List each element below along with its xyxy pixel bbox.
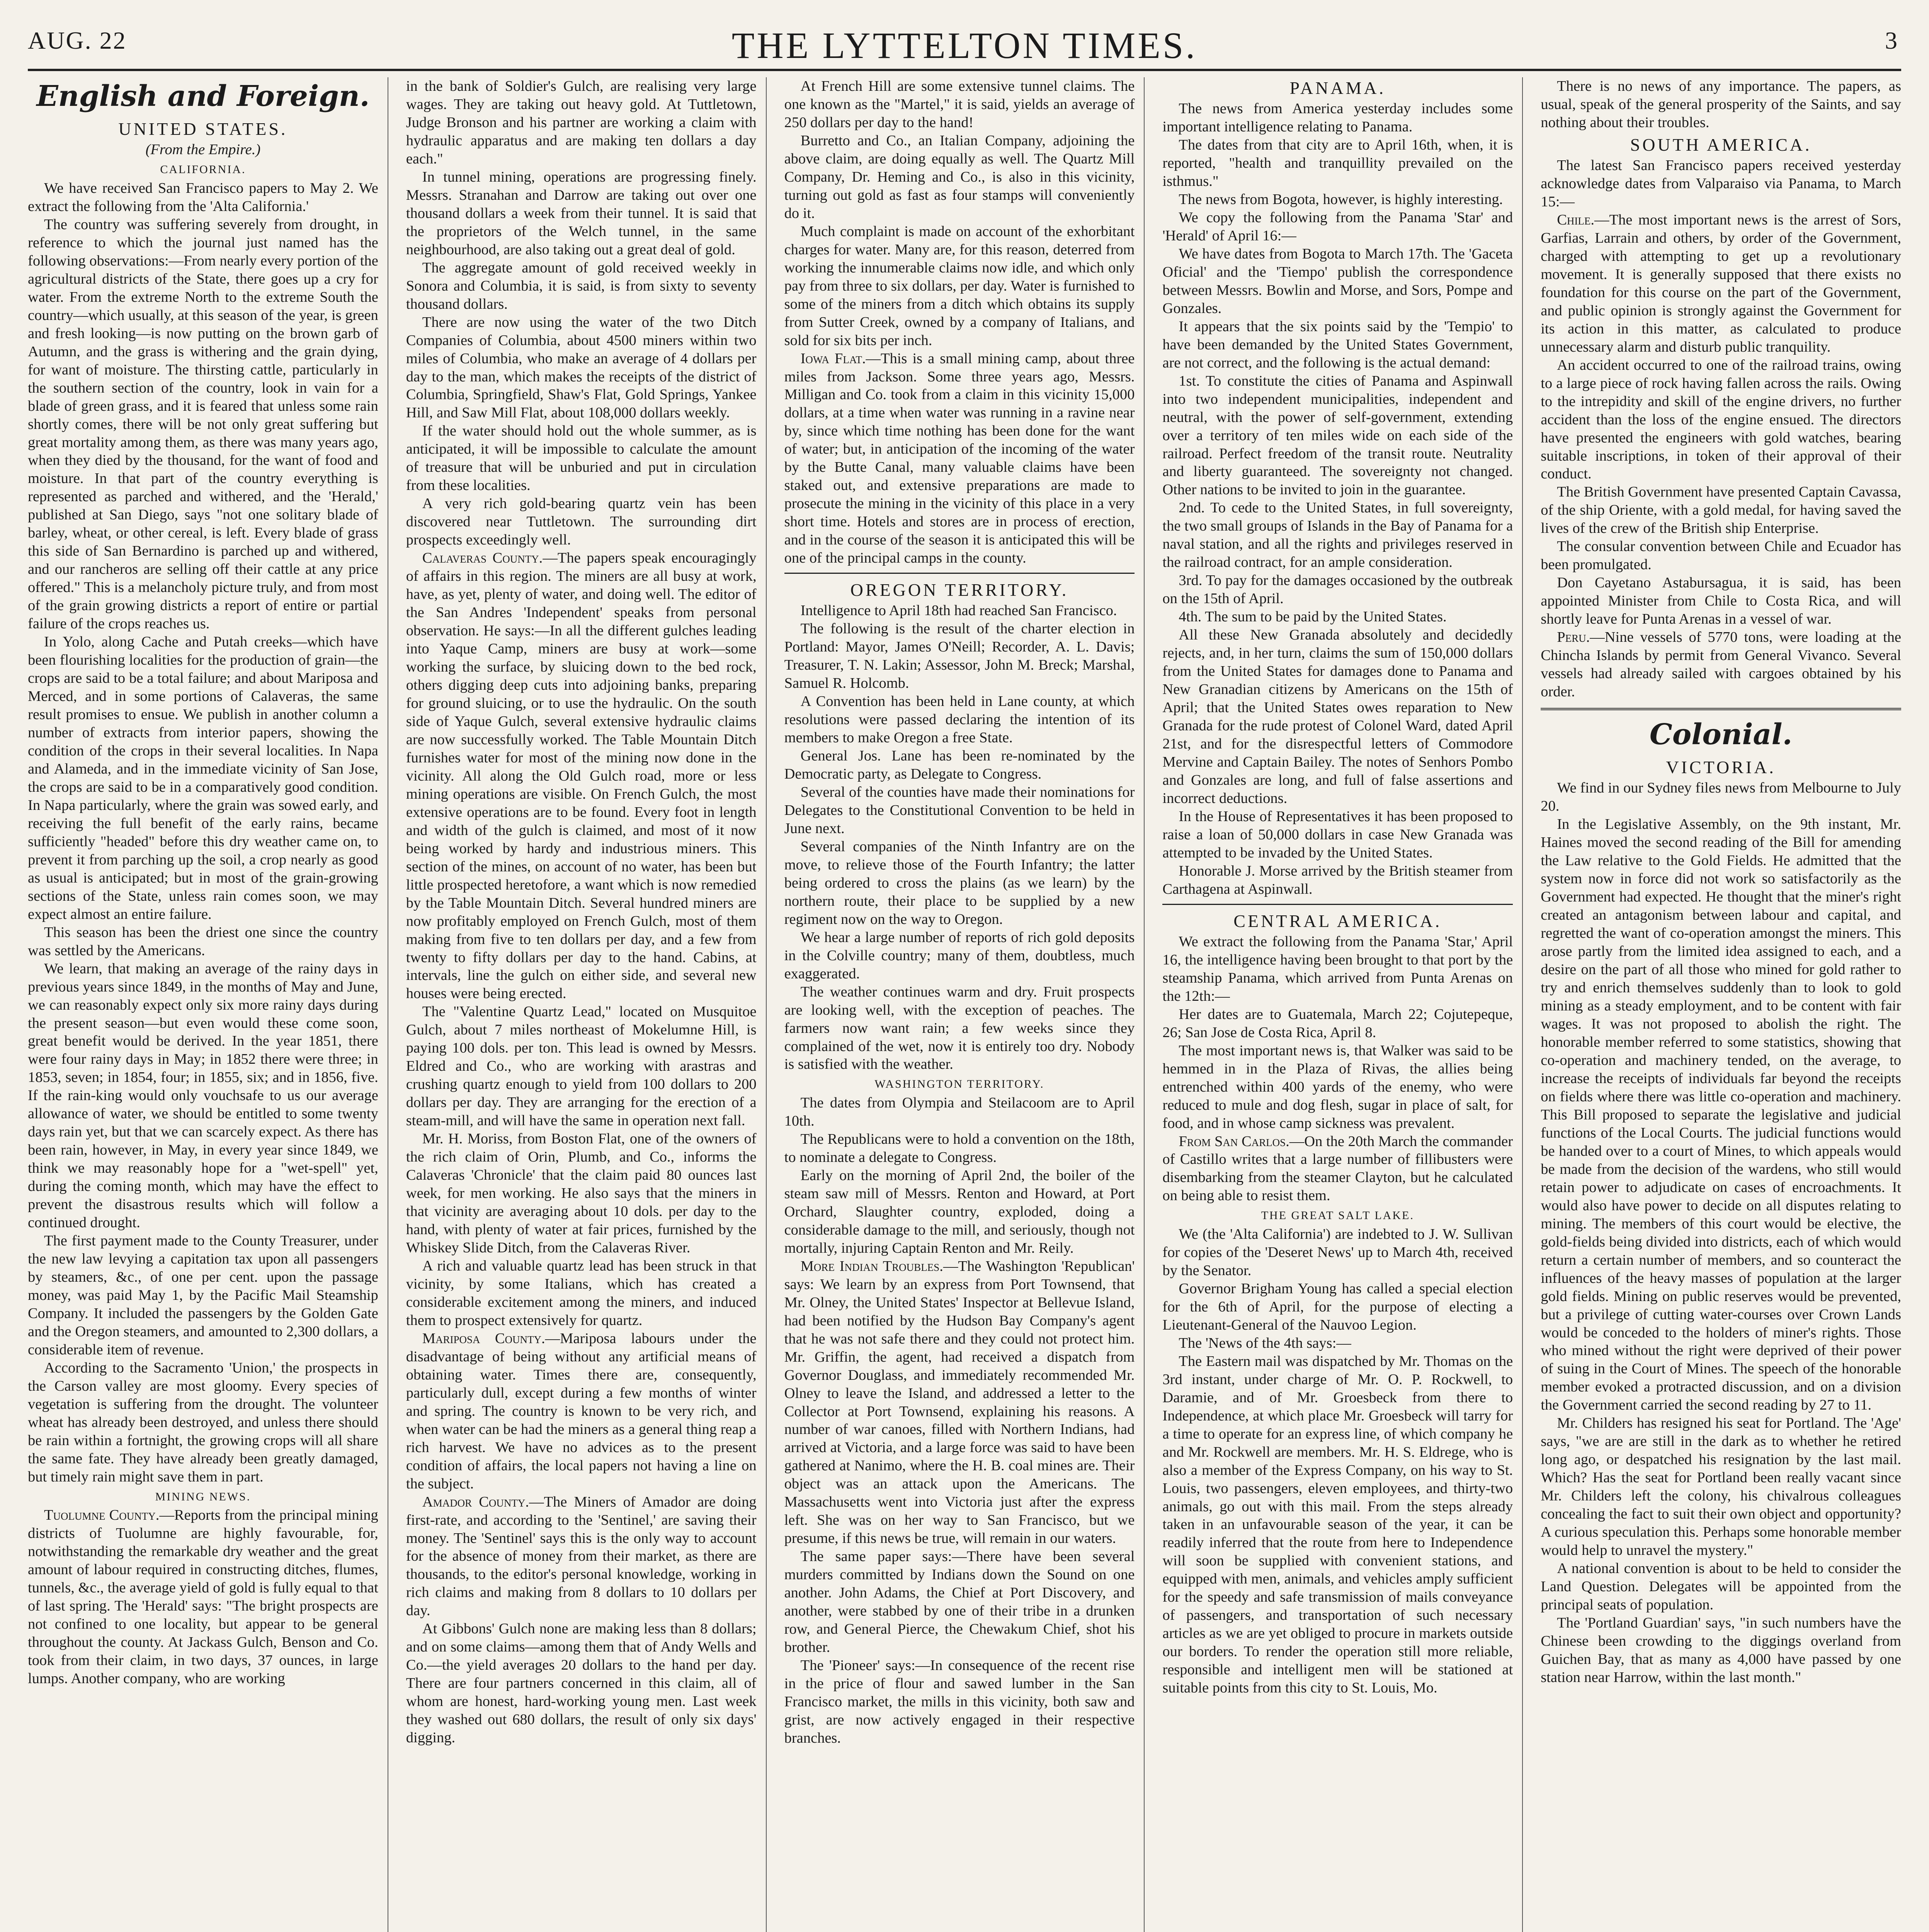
paragraph-text: Early on the morning of April 2nd, the boiler of the steam saw mill of Messrs. Renton and Howard, at Port Orchard, Slaughter country, exploded, doing a considerable damage to the mill, and seriously, though not mortally, injuring Captain Renton and Mr. Reily. <box>784 1167 1135 1256</box>
article-paragraph <box>784 1548 1135 1656</box>
article-paragraph <box>406 168 757 259</box>
department-divider <box>1541 708 1901 710</box>
paragraph-text: —Mariposa labours under the disadvantage of being without any artificial means of obtaining water. Times there are, consequently, particularly dull, except during a few months of winter and spring. The country is known to be very rich, and when water can be had the miners as a general thing reap a rich harvest. We have no advices as to the present condition of affairs, the local papers not having a line on the subject. <box>406 1330 757 1492</box>
paragraph-text: Don Cayetano Astabursagua, it is said, has been appointed Minister from Chile to Costa Rica, and will shortly leave for Punta Arenas in a vessel of war. <box>1541 575 1901 628</box>
paragraph-lead: Chile. <box>1557 211 1594 228</box>
article-paragraph <box>28 1232 378 1359</box>
paragraph-text: The "Valentine Quartz Lead," located on Musquitoe Gulch, about 7 miles northeast of Mokelumne Hill, is paying 100 dols. per ton. This lead is owned by Messrs. Eldred and Co., who are working with arastras and crushing quartz enough to yield from 100 dollars to 200 dollars per day. They are arranging for the erection of a steam-mill, and will have the same in operation next fall. <box>406 1003 757 1129</box>
paragraph-text: The following is the result of the charter election in Portland: Mayor, James O'Neill; Recorder, A. L. Davis; Treasurer, T. N. Lakin; Assessor, John M. Breck; Marshal, Samuel R. Holcomb. <box>784 621 1135 692</box>
article-paragraph <box>406 495 757 549</box>
article-paragraph <box>1162 1280 1513 1334</box>
paragraph-text: The Republicans were to hold a convention on the 18th, to nominate a delegate to Congress. <box>784 1131 1135 1165</box>
paragraph-lead: Tuolumne County. <box>44 1507 160 1524</box>
section-heading: UNITED STATES. <box>118 119 288 139</box>
article-paragraph <box>1162 318 1513 372</box>
paragraph-text: We have dates from Bogota to March 17th. The 'Gaceta Oficial' and the 'Tiempo' publish the correspondence between Messrs. Bowlin and Morse, and Sors, Pompe and Gonzales. <box>1162 245 1513 316</box>
paragraph-text: The dates from Olympia and Steilacoom are to April 10th. <box>784 1095 1135 1129</box>
article-paragraph <box>406 313 757 422</box>
paragraph-text: —On the 20th March the commander of Castillo writes that a large number of fillibusters were disembarking from the steamer Clayton, but he calculated on being able to resist them. <box>1162 1133 1513 1204</box>
paragraph-text: A national convention is about to be held to consider the Land Question. Delegates will be appointed from the principal seats of population. <box>1541 1560 1901 1613</box>
article-paragraph <box>1162 1334 1513 1352</box>
article-paragraph <box>784 692 1135 747</box>
columns <box>28 77 1901 1932</box>
paragraph-lead: Iowa Flat. <box>800 350 866 367</box>
article-paragraph <box>1541 779 1901 815</box>
paragraph-text: 4th. The sum to be paid by the United States. <box>1179 609 1447 625</box>
article-paragraph <box>784 77 1135 132</box>
paragraph-text: The latest San Francisco papers received yesterday acknowledge dates from Valparaiso via Panama, to March 15:— <box>1541 157 1901 210</box>
column-5 <box>1541 77 1901 1932</box>
article-paragraph <box>784 747 1135 783</box>
paragraph-text: A rich and valuable quartz lead has been struck in that vicinity, by some Italians, which has created a considerable excitement among the miners, and induced them to prospect extensively for quartz. <box>406 1257 757 1328</box>
paragraph-text: In tunnel mining, operations are progressing finely. Messrs. Stranahan and Darrow are taking out over one thousand dollars a week from their tunnel. It is said that the proprietors of the Welch tunnel, in the same neighbourhood, are also taking out a great deal of gold. <box>406 168 757 258</box>
article-paragraph <box>28 1506 378 1688</box>
paragraph-text: If the water should hold out the whole summer, as is anticipated, it will be impossible to calculate the amount of treasure that will be unburied and put in circulation from these localities. <box>406 423 757 494</box>
article-paragraph <box>1541 628 1901 701</box>
paragraph-text: Burretto and Co., an Italian Company, adjoining the above claim, are doing equally as well. The Quartz Mill Company, Dr. Heming and Co., is also in this vicinity, turning out gold as fast as four stamps will conveniently do it. <box>784 132 1135 221</box>
article-paragraph <box>1541 77 1901 132</box>
article-paragraph <box>406 1620 757 1747</box>
source-credit-name: Empire <box>208 141 252 158</box>
article-paragraph <box>1162 1133 1513 1205</box>
column-3 <box>784 77 1145 1932</box>
article-paragraph <box>784 929 1135 983</box>
article-paragraph <box>1541 815 1901 1414</box>
paragraph-text: We find in our Sydney files news from Melbourne to July 20. <box>1541 780 1901 815</box>
paragraph-text: The dates from that city are to April 16th, when, it is reported, "health and tranquillity prevailed on the isthmus." <box>1162 137 1513 189</box>
paragraph-text: All these New Granada absolutely and decidedly rejects, and, in her turn, claims the sum of 150,000 dollars from the United States for damages done to Panama and New Granadian citizens by Americans on the 15th of April; that the United States owes reparation to New Granada for the rude protest of Colonel Ward, dated April 21st, and for the disrespectful letters of Commodore Mervine and Captain Bailey. The notes of Senhors Pombo and Gonzales are long, and full of false assertions and incorrect deductions. <box>1162 627 1513 806</box>
paragraph-text: Several of the counties have made their nominations for Delegates to the Constitutional Convention to be held in June next. <box>784 784 1135 837</box>
issue-date: AUG. 22 <box>28 27 127 54</box>
paragraph-text: The consular convention between Chile and Ecuador has been promulgated. <box>1541 538 1901 573</box>
paragraph-text: The Eastern mail was dispatched by Mr. Thomas on the 3rd instant, under charge of Mr. O. P. Rockwell, to Daramie, and of Mr. Groesbeck from there to Independence, at which place Mr. Groesbeck will tarry for a time to operate for an express line, of which company he and Mr. Rockwell are members. Mr. H. S. Eldrege, who is also a member of the Express Company, on his way to St. Louis, two passengers, eleven employees, and thirty-two animals, go out with this mail. From the steps already taken in an unfavourable season of the year, it can be readily inferred that the route from here to Independence will soon be supplied with convenient stations, and equipped with men, animals, and vehicles amply sufficient for the speedy and safe transmission of mails conveyance of passengers, and transportation of such necessary articles as we are yet obliged to procure in markets outside our borders. To render the operation still more reliable, responsible and intelligent men will be stationed at suitable points from this city to St. Louis, Mo. <box>1162 1353 1513 1696</box>
article-paragraph <box>28 216 378 633</box>
article-paragraph <box>1162 1042 1513 1133</box>
source-credit <box>28 141 378 159</box>
article-paragraph <box>1162 1005 1513 1042</box>
paragraph-text: The most important news is, that Walker was said to be hemmed in in the Plaza of Rivas, the allies being entrenched within 400 yards of the enemy, who were reduced to mule and dog flesh, sugar in place of salt, for food, and in whose camp sickness was prevalent. <box>1162 1042 1513 1131</box>
paragraph-text: The weather continues warm and dry. Fruit prospects are looking well, with the exception of peaches. The farmers now want rain; a few weeks since they complained of the wet, now it is entirely too dry. Nobody is satisfied with the weather. <box>784 983 1135 1073</box>
paragraph-text: In Yolo, along Cache and Putah creeks—which have been flourishing localities for the production of grain—the crops are said to be a total failure; and about Mariposa and Merced, and in some portions of Calaveras, the same result promises to ensue. We publish in another column a number of extracts from interior papers, showing the condition of the crops in their several localities. In Napa and Alameda, and in the immediate vicinity of San Jose, the crops are said to be in a comparatively good condition. In Napa particularly, where the grain was sowed early, and receiving the full benefit of the early rains, became sufficiently "headed" before this dry weather came on, to prevent it from parching up the soil, a crop nearly as good as usual is anticipated; but in most of the grain-growing sections of the State, unless rain comes soon, we may expect almost an entire failure. <box>28 634 378 922</box>
article-paragraph <box>28 923 378 960</box>
paragraph-text: We (the 'Alta California') are indebted to J. W. Sullivan for copies of the 'Deseret News' up to March 4th, received by the Senator. <box>1162 1226 1513 1279</box>
paragraph-text: Mr. Childers has resigned his seat for Portland. The 'Age' says, "we are are still in the dark as to whether he retired long ago, or despatched his resignation by the last mail. Which? Has the seat for Portland been really vacant since Mr. Childers left the colony, his chivalrous colleagues concealing the fact to suit their own object and opportunity? A curious speculation this. Perhaps some honorable member would help to unravel the mystery." <box>1541 1415 1901 1559</box>
paragraph-text: The country was suffering severely from drought, in reference to which the journal just named has the following observations:—From nearly every portion of the agricultural districts of the State, there goes up a cry for water. From the extreme North to the extreme South the country—which usually, at this season of the year, is green and fresh looking—is now putting on the brown garb of Autumn, and the grass is withering and the grain dying, for want of moisture. The thirsting cattle, particularly in the southern section of the country, look in vain for a blade of green grass, and it is feared that unless some rain shortly comes, there will be not only great suffering but great mortality among them, as there was many years ago, when they died by the thousand, for the want of food and moisture. In that part of the country everything is represented as parched and withered, and the 'Herald,' published at San Diego, says "not one solitary blade of barley, wheat, or other cereal, is left. Every blade of grass this side of San Bernardino is parched up and withered, and our rancheros are selling off their cattle at any price offered." This is a melancholy picture truly, and from most of the grain growing districts a report of entire or partial failure of the crops reaches us. <box>28 216 378 632</box>
article-paragraph <box>1541 1414 1901 1560</box>
article-paragraph <box>406 422 757 495</box>
article-paragraph <box>1162 933 1513 1005</box>
article-paragraph <box>1162 136 1513 190</box>
column-1 <box>28 77 388 1932</box>
paragraph-text: —This is a small mining camp, about three miles from Jackson. Some three years ago, Messrs. Milligan and Co. took from a claim in this vicinity 15,000 dollars, at a time when water was running in a ravine near by, since which time nothing has been done for the want of water; but, in anticipation of the incoming of the water by the Butte Canal, many valuable claims have been staked out, and extensive preparations are made to prosecute the mining in the vicinity of this place in a very short time. Hotels and stores are in process of erection, and in the course of the season it is anticipated this will be one of the principal camps in the county. <box>784 350 1135 566</box>
article-paragraph <box>1162 1225 1513 1280</box>
article-paragraph <box>784 223 1135 350</box>
source-credit-suffix: .) <box>252 141 261 158</box>
article-paragraph <box>784 838 1135 929</box>
paragraph-lead: Mariposa County. <box>422 1330 545 1347</box>
paragraph-lead: More Indian Troubles. <box>800 1258 943 1274</box>
masthead <box>28 11 1901 71</box>
paragraph-lead: From San Carlos. <box>1179 1133 1289 1150</box>
paragraph-text: The 'News of the 4th says:— <box>1179 1335 1351 1351</box>
article-paragraph <box>406 77 757 168</box>
paragraph-text: We hear a large number of reports of rich gold deposits in the Colville country; many of them, doubtless, much exaggerated. <box>784 929 1135 982</box>
paragraph-text: At French Hill are some extensive tunnel claims. The one known as the "Martel," it is said, yields an average of 250 dollars per day to the hand! <box>784 78 1135 131</box>
article-paragraph <box>784 350 1135 568</box>
paragraph-text: This season has been the driest one since the country was settled by the Americans. <box>28 924 378 959</box>
paragraph-text: A Convention has been held in Lane county, at which resolutions were passed declaring the intention of its members to make Oregon a free State. <box>784 693 1135 746</box>
paragraph-text: Mr. H. Moriss, from Boston Flat, one of the owners of the rich claim of Orin, Plumb, and Co., informs the Calaveras 'Chronicle' that the claim paid 80 ounces last week, for men working. He also says that the miners in that vicinity are averaging about 10 dols. per day to the hand, with plenty of water at fair prices, furnished by the Whiskey Slide Ditch, from the Calaveras River. <box>406 1131 757 1256</box>
section-divider <box>784 573 1135 574</box>
section-heading: SOUTH AMERICA. <box>1630 134 1812 155</box>
article-paragraph <box>28 179 378 216</box>
paragraph-text: A very rich gold-bearing quartz vein has been discovered near Tuttletown. The surrounding dirt prospects exceedingly well. <box>406 495 757 548</box>
paragraph-text: —The Miners of Amador are doing first-rate, and according to the 'Sentinel,' are saving their money. The 'Sentinel' says this is the only way to account for the absence of money from their market, as there are thousands, to the editor's personal knowledge, working in rich claims and making from 8 dollars to 10 dollars per day. <box>406 1493 757 1619</box>
article-paragraph <box>28 1359 378 1486</box>
column-4 <box>1162 77 1523 1932</box>
article-paragraph <box>784 620 1135 692</box>
paragraph-text: There are now using the water of the two Ditch Companies of Columbia, about 4500 miners within two miles of Columbia, who make an average of 4 dollars per day to the man, which makes the receipts of the district of Columbia, Springfield, Shaw's Flat, Gold Springs, Yankee Hill, and Saw Mill Flat, about 108,000 dollars weekly. <box>406 314 757 421</box>
paragraph-lead: Peru. <box>1557 629 1590 646</box>
paragraph-text: The first payment made to the County Treasurer, under the new law levying a capitation tax upon all passengers by steamers, &c., of one per cent. upon the passage money, was paid May 1, by the Pacific Mail Steamship Company. It included the passengers by the Golden Gate and the Oregon steamers, and amounted to 2,300 dollars, a considerable item of revenue. <box>28 1233 378 1358</box>
subsection-heading: THE GREAT SALT LAKE. <box>1261 1209 1414 1222</box>
article-paragraph <box>406 1003 757 1130</box>
paragraph-text: Her dates are to Guatemala, March 22; Cojutepeque, 26; San Jose de Costa Rica, April 8. <box>1162 1006 1513 1041</box>
column-2 <box>406 77 767 1932</box>
article-paragraph <box>406 1493 757 1620</box>
paragraph-text: —The most important news is the arrest of Sors, Garfias, Larrain and others, by order of the Government, charged with attempting to get up a revolutionary movement. It is generally supposed that there exists no foundation for this course on the part of the Government, and public opinion is strongly against the Government for its action in this matter, as calculated to produce unnecessary alarm and disturb public tranquility. <box>1541 211 1901 355</box>
article-paragraph <box>784 1130 1135 1167</box>
paragraph-text: The British Government have presented Captain Cavassa, of the ship Oriente, with a gold medal, for having saved the lives of the crew of the British ship Enterprise. <box>1541 484 1901 537</box>
source-credit-prefix: (From the <box>145 141 209 158</box>
newspaper-title: THE LYTTELTON TIMES. <box>731 25 1198 66</box>
paragraph-text: We copy the following from the Panama 'Star' and 'Herald' of April 16:— <box>1162 209 1513 244</box>
article-paragraph <box>1162 626 1513 808</box>
paragraph-text: —The papers speak encouragingly of affairs in this region. The miners are all busy at work, have, as yet, plenty of water, and doing well. The editor of the San Andres 'Independent' speaks from personal observation. He says:—In all the different gulches leading into Yaque Camp, miners are busy at work—some working the surface, by sluicing down to the bed rock, others digging deep cuts into adjoining banks, preparing for ground sluicing, or to use the hydraulic. On the south side of Yaque Gulch, several extensive hydraulic claims are now successfully worked. The Table Mountain Ditch furnishes water for most of the mining now done in the vicinity. All along the Old Gulch road, more or less mining operations are visible. On French Gulch, the most extensive operations are to be found. Every foot in length and width of the gulch is claimed, and most of it now being worked by hardy and industrious miners. This section of the mines, on account of no water, has been but little prospected heretofore, a want which is now remedied by the Table Mountain Ditch. Several hundred miners are now profitably employed on French Gulch, most of them making from five to ten dollars per day, and a few from twenty to fifty dollars per day to the hand. Cabins, at intervals, line the gulch on either side, and several new houses were being erected. <box>406 550 757 1002</box>
article-paragraph <box>1162 245 1513 318</box>
paragraph-text: The news from Bogota, however, is highly interesting. <box>1179 191 1503 207</box>
paragraph-text: —Nine vessels of 5770 tons, were loading at the Chincha Islands by permit from General Vivanco. Several vessels had already sailed with cargoes obtained by his order. <box>1541 629 1901 700</box>
paragraph-text: in the bank of Soldier's Gulch, are realising very large wages. They are taking out heavy gold. At Tuttletown, Judge Bronson and his partner are working a claim with hydraulic apparatus and are making ten dollars a day each." <box>406 78 757 167</box>
department-heading: Colonial. <box>1649 718 1793 752</box>
article-paragraph <box>1541 483 1901 537</box>
paragraph-text: We have received San Francisco papers to May 2. We extract the following from the 'Alta California.' <box>28 180 378 214</box>
page-number: 3 <box>1885 27 1897 54</box>
article-paragraph <box>1162 209 1513 245</box>
article-paragraph <box>1162 499 1513 571</box>
article-paragraph <box>1162 608 1513 626</box>
paragraph-text: The 'Pioneer' says:—In consequence of the recent rise in the price of flour and sawed lumber in the San Francisco market, the mills in this vicinity, both saw and grist, are now actively engaged in their respective branches. <box>784 1657 1135 1746</box>
article-paragraph <box>406 1330 757 1493</box>
article-paragraph <box>1162 372 1513 499</box>
article-paragraph <box>406 259 757 313</box>
article-paragraph <box>1162 190 1513 209</box>
article-paragraph <box>784 132 1135 223</box>
article-paragraph <box>1541 211 1901 356</box>
article-paragraph <box>28 633 378 923</box>
paragraph-text: Governor Brigham Young has called a special election for the 6th of April, for the purpose of electing a Lieutenant-General of the Nauvoo Legion. <box>1162 1280 1513 1333</box>
article-paragraph <box>784 1257 1135 1548</box>
article-paragraph <box>1541 1560 1901 1614</box>
article-paragraph <box>1162 1352 1513 1697</box>
article-paragraph <box>28 960 378 1232</box>
article-paragraph <box>1162 808 1513 862</box>
paragraph-text: The news from America yesterday includes some important intelligence relating to Panama. <box>1162 100 1513 135</box>
article-paragraph <box>784 1094 1135 1130</box>
paragraph-text: The same paper says:—There have been several murders committed by Indians down the Sound on one another. John Adams, the Chief at Port Discovery, and another, were stabbed by one of their tribe in a drunken row, and General Pierce, the Chewakum Chief, shot his brother. <box>784 1548 1135 1656</box>
article-paragraph <box>406 1257 757 1330</box>
article-paragraph <box>1541 574 1901 628</box>
department-heading: English and Foreign. <box>36 80 370 113</box>
paragraph-text: 2nd. To cede to the United States, in full sovereignty, the two small groups of Islands in the Bay of Panama for a naval station, and all the rights and privileges reserved in the railroad contract, for an ample consideration. <box>1162 500 1513 571</box>
article-paragraph <box>784 1167 1135 1257</box>
article-paragraph <box>406 1130 757 1257</box>
article-paragraph <box>406 549 757 1003</box>
paragraph-text: Intelligence to April 18th had reached San Francisco. <box>800 602 1117 619</box>
paragraph-text: There is no news of any importance. The papers, as usual, speak of the general prosperity of the Saints, and say nothing about their troubles. <box>1541 78 1901 131</box>
subsection-heading: WASHINGTON TERRITORY. <box>874 1078 1044 1091</box>
paragraph-text: According to the Sacramento 'Union,' the prospects in the Carson valley are most gloomy. Every species of vegetation is suffering from the drought. The volunteer wheat has already been destroyed, and unless there should be rain within a fortnight, the growing crops will all share the same fate. They have already been greatly damaged, but timely rain might save them in part. <box>28 1359 378 1485</box>
paragraph-text: 3rd. To pay for the damages occasioned by the outbreak on the 15th of April. <box>1162 572 1513 607</box>
paragraph-lead: Calaveras County. <box>422 550 543 566</box>
paragraph-text: The 'Portland Guardian' says, "in such numbers have the Chinese been crowding to the diggings overland from Guichen Bay, that as many as 4,000 have passed by one station near Harrow, within the last month." <box>1541 1615 1901 1685</box>
subsection-heading: CALIFORNIA. <box>160 163 246 176</box>
paragraph-text: Several companies of the Ninth Infantry are on the move, to relieve those of the Fourth Infantry; the latter being ordered to cross the plains (as we learn) by the northern route, their place to be supplied by a new regiment now on the way to Oregon. <box>784 838 1135 927</box>
paragraph-text: It appears that the six points said by the 'Tempio' to have been demanded by the United States Government, are not correct, and the following is the actual demand: <box>1162 318 1513 371</box>
paragraph-lead: Amador County. <box>422 1493 529 1510</box>
section-heading: OREGON TERRITORY. <box>850 580 1069 600</box>
section-heading: CENTRAL AMERICA. <box>1233 911 1442 931</box>
paragraph-text: The aggregate amount of gold received weekly in Sonora and Columbia, it is said, is from sixty to seventy thousand dollars. <box>406 259 757 312</box>
paragraph-text: We extract the following from the Panama 'Star,' April 16, the intelligence having been brought to that port by the steamship Panama, which arrived from Punta Arenas on the 12th:— <box>1162 933 1513 1004</box>
subsection-heading: MINING NEWS. <box>155 1490 251 1503</box>
article-paragraph <box>784 783 1135 838</box>
article-paragraph <box>784 983 1135 1074</box>
article-paragraph <box>784 1656 1135 1747</box>
paragraph-text: —Reports from the principal mining districts of Tuolumne are highly favourable, for, notwithstanding the remarkable dry weather and the great amount of labour required in constructing ditches, flumes, tunnels, &c., the average yield of gold is fully equal to that of last spring. The 'Herald' says: "The bright prospects are not confined to one locality, but appear to be general throughout the county. At Jackass Gulch, Benson and Co. took from their claim, in two days, 37 ounces, in large lumps. Another company, who are working <box>28 1507 378 1687</box>
article-paragraph <box>784 602 1135 620</box>
section-heading: PANAMA. <box>1289 78 1386 98</box>
paragraph-text: —The Washington 'Republican' says: We learn by an express from Port Townsend, that Mr. Olney, the United States' Inspector at Bellevue Island, had been notified by the Hudson Bay Company's agent that he was not safe there and they could not protect him. Mr. Griffin, the agent, had received a dispatch from Governor Douglass, and immediately recommended Mr. Olney to leave the Island, and addressed a letter to the Collector at Port Townsend, explaining his reasons. A number of war canoes, filled with Northern Indians, had arrived at Victoria, and a large force was said to have been gathered at Nanimo, where the H. B. coal mines are. Their object was an attack upon the Americans. The Massachusetts went into Victoria just after the express left. She was on her way to San Francisco, but we presume, if this news be true, will remain in our waters. <box>784 1258 1135 1547</box>
article-paragraph <box>1162 862 1513 898</box>
paragraph-text: General Jos. Lane has been re-nominated by the Democratic party, as Delegate to Congress. <box>784 748 1135 782</box>
section-divider <box>1162 904 1513 905</box>
paragraph-text: Honorable J. Morse arrived by the British steamer from Carthagena at Aspinwall. <box>1162 862 1513 897</box>
article-paragraph <box>1541 356 1901 483</box>
paragraph-text: 1st. To constitute the cities of Panama and Aspinwall into two independent municipalities, independent and neutral, with the power of self-government, extending over a territory of ten miles wide on each side of the railroad. Perfect freedom of the transit route. Neutrality and liberty guaranteed. The sovereignty not changed. Other nations to be invited to join in the guarantee. <box>1162 372 1513 498</box>
article-paragraph <box>1541 537 1901 574</box>
paragraph-text: We learn, that making an average of the rainy days in previous years since 1849, in the months of May and June, we can reasonably expect only six more rainy days during the present season—but even would these come soon, great benefit would be derived. In the year 1851, there were four rainy days in May; in 1852 there were three; in 1853, seven; in 1854, four; in 1855, six; and in 1856, five. If the rain-king would only vouchsafe to us our average allowance of water, we should be entitled to some twenty days rain yet, but that we can scarcely expect. As there has been rain, however, in May, in every year since 1849, we think we may reasonably hope for a "wet-spell" yet, during the coming month, which may have the effect to prevent the disastrous results which will follow a continued drought. <box>28 960 378 1231</box>
paragraph-text: Much complaint is made on account of the exhorbitant charges for water. Many are, for this reason, deterred from working the innumerable claims now idle, and which only pay from three to six dollars, per day. Water is furnished to some of the miners from a ditch which obtains its supply from Sutter Creek, owned by a company of Italians, and sold for six bits per inch. <box>784 223 1135 349</box>
article-paragraph <box>1541 156 1901 211</box>
section-heading: VICTORIA. <box>1666 757 1776 777</box>
paragraph-text: In the Legislative Assembly, on the 9th instant, Mr. Haines moved the second reading of the Bill for amending the Law relative to the Gold Fields. He admitted that the system now in force did not work so satisfactorily as the Government had expected. He thought that the miner's right created an antagonism between labour and capital, and regretted the want of co-operation amongst the miners. This arose partly from the limited idea assigned to each, and a desire on the part of all those who mined for gold rather to try and enrich themselves suddenly than to look to gold mining as a steady employment, and to be content with fair wages. It was not proposed to abolish the right. The honorable member referred to some statistics, showing that co-operation and machinery tended, on the average, to increase the receipts of individuals far beyond the receipts on fields where there was little co-operation and machinery. This Bill proposed to separate the legislative and judicial functions of the Local Courts. The judicial functions would be handed over to a court of Mines, to which appeals would be made from the decision of the wardens, who still would retain power to adjudicate on cases of encroachments. It would also have power to decide on all disputes relating to mining. The members of this court would be elective, the gold-fields being divided into districts, each of which would return a certain number of members, and so counteract the influences of the heavy masses of population at the larger gold fields. Mining on public reserves would be prevented, but a privilege of cutting water-courses over Crown Lands would be conceded to the holders of miner's rights. Those who mined without the right were deprived of their power of suing in the Court of Mines. The speech of the honorable member evoked a protracted discussion, and on a division the Government carried the second reading by 27 to 11. <box>1541 816 1901 1413</box>
article-paragraph <box>1541 1614 1901 1687</box>
article-paragraph <box>1162 100 1513 136</box>
paragraph-text: An accident occurred to one of the railroad trains, owing to a large piece of rock having fallen across the rails. Owing to the intrepidity and skill of the engine drivers, no further accident than the loss of the engine ensued. The directors have presented the engineers with gold watches, bearing suitable inscriptions, in token of their approval of their conduct. <box>1541 357 1901 482</box>
paragraph-text: In the House of Representatives it has been proposed to raise a loan of 50,000 dollars in case New Granada was attempted to be invaded by the United States. <box>1162 808 1513 861</box>
paragraph-text: At Gibbons' Gulch none are making less than 8 dollars; and on some claims—among them that of Andy Wells and Co.—the yield averages 20 dollars to the hand per day. There are four partners concerned in this claim, all of whom are honest, hard-working young men. Last week they washed out 680 dollars, the result of only six days' digging. <box>406 1621 757 1746</box>
article-paragraph <box>1162 571 1513 608</box>
